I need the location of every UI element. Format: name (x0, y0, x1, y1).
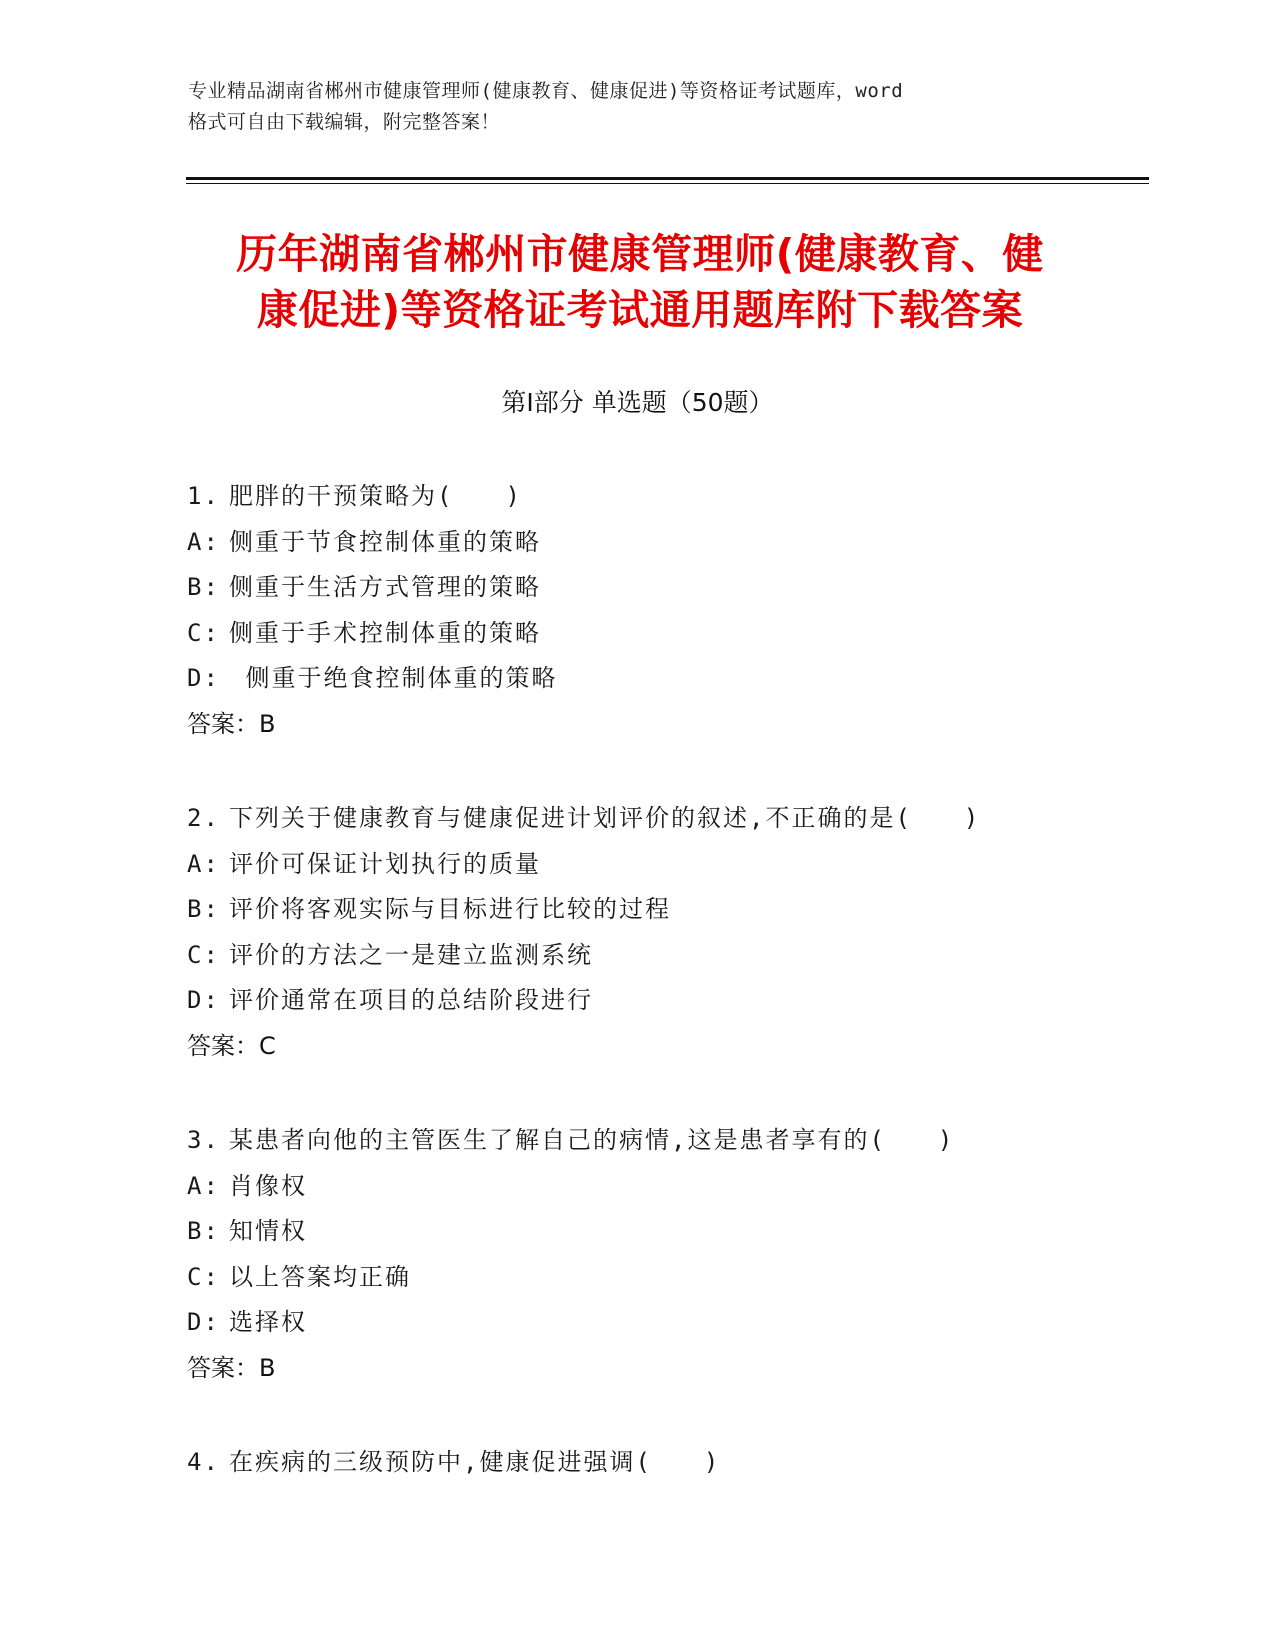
option-key: A: (187, 1171, 220, 1200)
header-note-line: 格式可自由下载编辑，附完整答案！ (188, 111, 501, 133)
answer-value: B (259, 709, 276, 738)
option-b (187, 1209, 1137, 1255)
option-d (187, 656, 1137, 702)
option-text: 评价将客观实际与目标进行比较的过程 (229, 895, 671, 923)
question-number: 2. (187, 804, 220, 832)
question-stem (187, 474, 1137, 520)
section-title: 第Ⅰ部分 单选题（50题） (501, 388, 774, 417)
question-list (187, 474, 1137, 1535)
option-text: 肖像权 (229, 1171, 307, 1200)
header-note (188, 76, 1088, 138)
answer-line (187, 1346, 1137, 1392)
question-number: 3. (187, 1126, 220, 1154)
option-text: 侧重于手术控制体重的策略 (229, 618, 541, 647)
answer-value: B (259, 1353, 276, 1382)
question-number: 4. (187, 1448, 220, 1476)
option-a (187, 1164, 1137, 1210)
option-key: D: (187, 986, 220, 1014)
answer-label: 答案： (187, 1353, 259, 1382)
option-text: 侧重于节食控制体重的策略 (229, 527, 541, 556)
answer-value: C (259, 1031, 276, 1060)
question-text: 肥胖的干预策略为( ) (229, 482, 522, 510)
option-key: B: (187, 573, 220, 601)
option-text: 评价可保证计划执行的质量 (229, 849, 541, 878)
answer-line (187, 702, 1137, 748)
option-key: D: (187, 1308, 220, 1336)
document-title-line: 历年湖南省郴州市健康管理师(健康教育、健 (236, 230, 1044, 278)
option-key: C: (187, 940, 220, 969)
option-text: 以上答案均正确 (229, 1262, 411, 1291)
document-title-line: 康促进)等资格证考试通用题库附下载答案 (256, 286, 1024, 334)
answer-label: 答案： (187, 709, 259, 738)
option-text: 评价的方法之一是建立监测系统 (229, 940, 593, 969)
question-item (187, 1440, 1137, 1486)
header-divider-thick (186, 177, 1149, 180)
option-text: 侧重于绝食控制体重的策略 (229, 664, 558, 692)
option-key: B: (187, 1217, 220, 1245)
question-item (187, 474, 1137, 747)
answer-line (187, 1024, 1137, 1070)
option-c (187, 611, 1137, 657)
option-c (187, 933, 1137, 979)
question-stem (187, 796, 1137, 842)
option-b (187, 887, 1137, 933)
question-text: 某患者向他的主管医生了解自己的病情,这是患者享有的( ) (229, 1126, 955, 1154)
option-text: 侧重于生活方式管理的策略 (229, 573, 541, 601)
option-text: 评价通常在项目的总结阶段进行 (229, 986, 593, 1014)
answer-label: 答案： (187, 1031, 259, 1060)
question-item (187, 1118, 1137, 1391)
question-text: 下列关于健康教育与健康促进计划评价的叙述,不正确的是( ) (229, 804, 981, 832)
header-note-line: 专业精品湖南省郴州市健康管理师(健康教育、健康促进)等资格证考试题库，word (188, 80, 904, 102)
option-text: 知情权 (229, 1217, 307, 1245)
question-number: 1. (187, 482, 220, 510)
option-a (187, 520, 1137, 566)
option-b (187, 565, 1137, 611)
header-divider-thin (186, 183, 1149, 184)
option-c (187, 1255, 1137, 1301)
question-item (187, 796, 1137, 1069)
option-key: C: (187, 1262, 220, 1291)
option-key: A: (187, 849, 220, 878)
option-text: 选择权 (229, 1308, 307, 1336)
option-d (187, 1300, 1137, 1346)
option-d (187, 978, 1137, 1024)
question-text: 在疾病的三级预防中,健康促进强调( ) (229, 1448, 721, 1476)
option-key: A: (187, 527, 220, 556)
option-key: C: (187, 618, 220, 647)
document-title (180, 226, 1100, 338)
option-key: B: (187, 895, 220, 923)
option-key: D: (187, 664, 220, 692)
option-a (187, 842, 1137, 888)
question-stem (187, 1440, 1137, 1486)
question-stem (187, 1118, 1137, 1164)
